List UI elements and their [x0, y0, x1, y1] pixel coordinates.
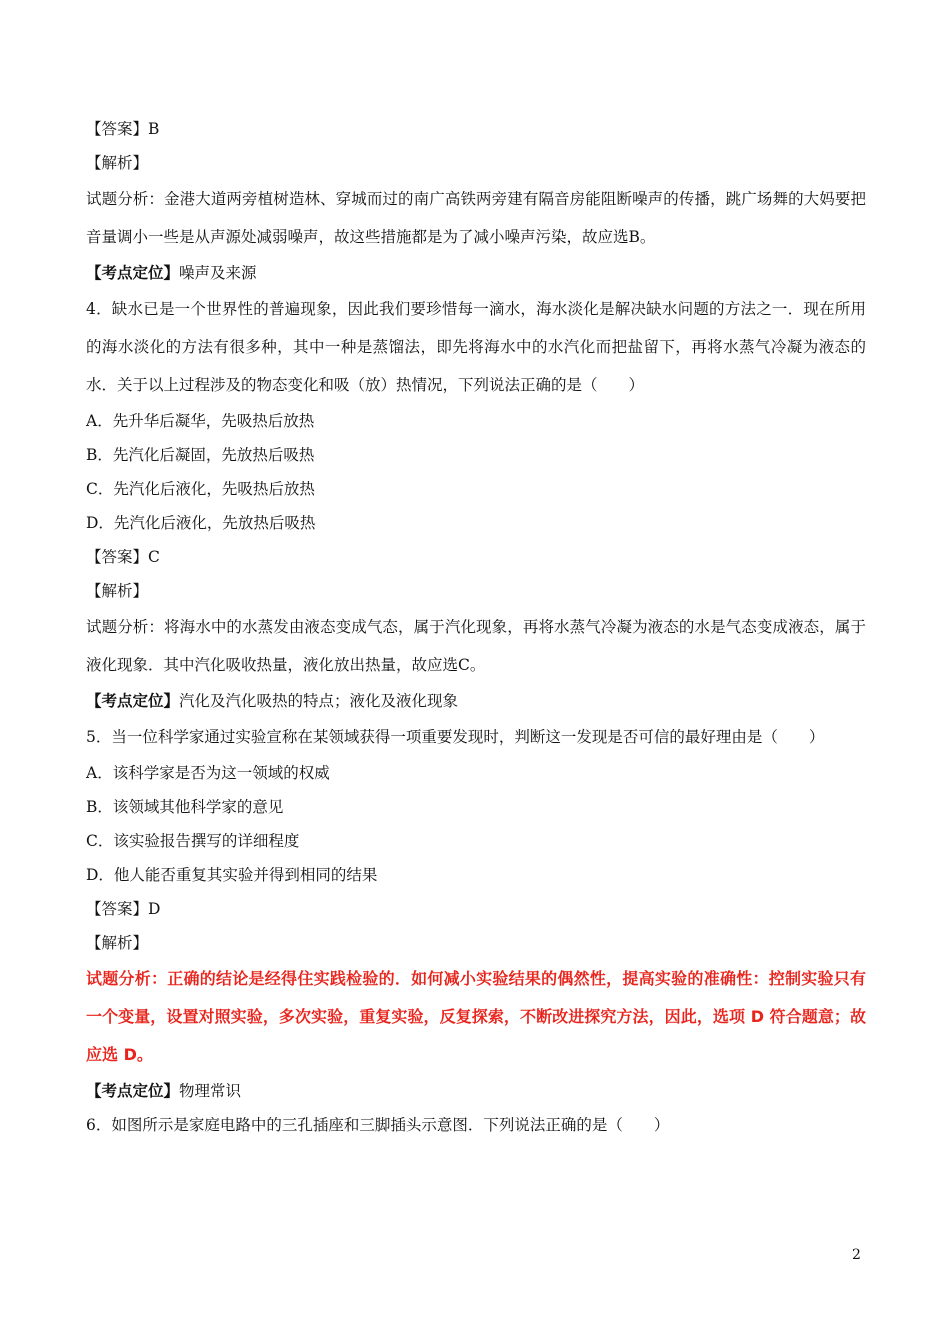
q5-kaodian [86, 1074, 866, 1108]
q5-kaodian-text: 物理常识 [179, 1082, 242, 1100]
q5-option-b: B．该领域其他科学家的意见 [86, 798, 284, 816]
q3-kaodian [86, 256, 866, 290]
q4-kaodian-text: 汽化及汽化吸热的特点；液化及液化现象 [179, 692, 459, 710]
q4-analysis-label: 【解析】 [86, 582, 149, 600]
q4-option-d: D．先汽化后液化，先放热后吸热 [86, 514, 316, 532]
q5-option-d: D．他人能否重复其实验并得到相同的结果 [86, 866, 378, 884]
q5-answer: 【答案】D [86, 900, 161, 918]
q6-stem: 6．如图所示是家庭电路中的三孔插座和三脚插头示意图．下列说法正确的是（ ） [86, 1116, 670, 1134]
q4-kaodian-label: 【考点定位】 [86, 691, 180, 710]
q5-analysis-label: 【解析】 [86, 934, 149, 952]
q5-kaodian-label: 【考点定位】 [86, 1081, 180, 1100]
q3-analysis-label: 【解析】 [86, 154, 149, 172]
q4-option-a: A．先升华后凝华，先吸热后放热 [86, 412, 315, 430]
q5-option-c: C．该实验报告撰写的详细程度 [86, 832, 300, 850]
q4-answer: 【答案】C [86, 548, 160, 566]
q3-analysis: 试题分析：金港大道两旁植树造林、穿城而过的南广高铁两旁建有隔音房能阻断噪声的传播，跳广场舞的大妈要把音量调小一些是从声源处减弱噪声，故这些措施都是为了减小噪声污染，故应选B。 [86, 190, 866, 246]
q4-stem: 4．缺水已是一个世界性的普遍现象，因此我们要珍惜每一滴水，海水淡化是解决缺水问题的方法之一．现在所用的海水淡化的方法有很多种，其中一种是蒸馏法，即先将海水中的水汽化而把盐留下，再将水蒸气冷凝为液态的水．关于以上过程涉及的物态变化和吸（放）热情况，下列说法正确的是（ ） [86, 300, 866, 394]
page-number: 2 [852, 1247, 861, 1263]
q4-analysis: 试题分析：将海水中的水蒸发由液态变成气态，属于汽化现象，再将水蒸气冷凝为液态的水是气态变成液态，属于液化现象．其中汽化吸收热量，液化放出热量，故应选C。 [86, 618, 866, 674]
q5-option-a: A．该科学家是否为这一领域的权威 [86, 764, 330, 782]
q5-stem: 5．当一位科学家通过实验宣称在某领域获得一项重要发现时，判断这一发现是否可信的最好理由是（ ） [86, 728, 825, 746]
document-page [86, 112, 866, 1142]
q3-answer: 【答案】B [86, 120, 160, 138]
q4-kaodian [86, 684, 866, 718]
q3-kaodian-text: 噪声及来源 [179, 264, 257, 282]
q5-analysis-highlighted: 试题分析：正确的结论是经得住实践检验的．如何减小实验结果的偶然性，提高实验的准确性：控制实验只有一个变量，设置对照实验，多次实验，重复实验，反复探索，不断改进探究方法，因此，选项 D 符合题意；故应选 D。 [86, 969, 866, 1064]
q4-option-c: C．先汽化后液化，先吸热后放热 [86, 480, 315, 498]
q3-kaodian-label: 【考点定位】 [86, 263, 180, 282]
q4-option-b: B．先汽化后凝固，先放热后吸热 [86, 446, 315, 464]
